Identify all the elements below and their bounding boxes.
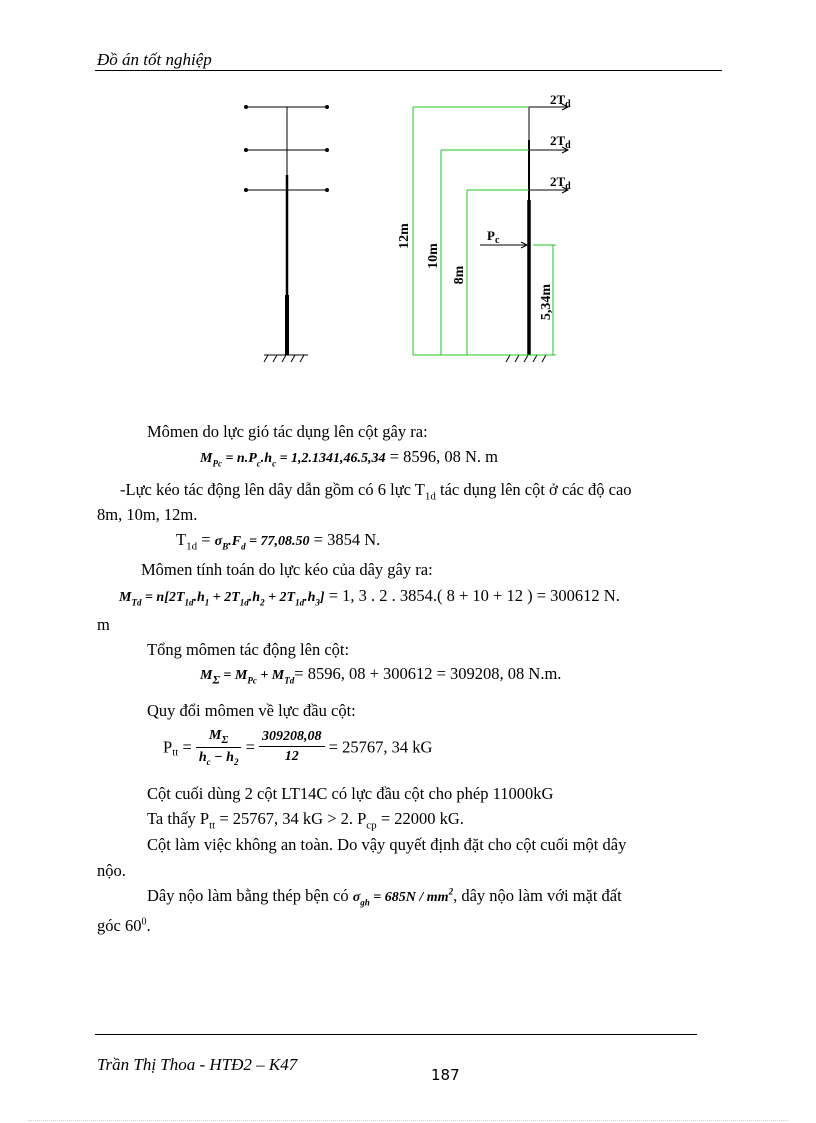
force-label-low: $2T_d$ (550, 174, 571, 192)
paragraph-wind-moment: Mômen do lực gió tác dụng lên cột gây ra: (147, 422, 428, 441)
formula-tension-moment: $M_{Td} = n[2T_{1d}.h_1 + 2T_{1d}.h_2 + 2T_{1d}.h_3] = 1$, 3 . 2 . 3854.( 8 + 10 + 12 ) = 300612 N. (119, 586, 620, 608)
paragraph-compare: Ta thấy $P_{tt} = 25767$, 34 kG > 2. $P_{cp} = 22000$ kG. (147, 809, 464, 832)
page-header-title: Đồ án tốt nghiệp (97, 50, 212, 69)
formula-t1d: $T_{1d} = \sigma_B.F_d = 77,08.50 = 3854$ N. (176, 530, 381, 553)
dim-12m: 12m (397, 223, 412, 249)
paragraph-guy-wire: Dây nộo làm bằng thép bện có $\sigma_{gh} = 685N / mm^2$, dây nộo làm với mặt đất (147, 886, 622, 908)
paragraph-tension-moment: Mômen tính toán do lực kéo của dây gây ra: (141, 560, 433, 579)
dim-534m: 5,34m (539, 283, 554, 321)
dimension-lines (413, 107, 556, 355)
pc-label: $P_c$ (487, 228, 500, 246)
paragraph-heights: 8m, 10m, 12m. (97, 505, 198, 524)
page-number: 187 (431, 1066, 460, 1084)
footer-author: Trần Thị Thoa - HTĐ2 – K47 (97, 1055, 298, 1074)
fraction-numeric: $\frac{309208,08}{12}$ (259, 729, 325, 765)
left-pole (244, 105, 329, 362)
paragraph-unsafe-cont: nộo. (97, 861, 126, 880)
right-pole (480, 92, 571, 362)
force-label-top: $2T_d$ (550, 92, 571, 110)
dim-8m: 8m (452, 265, 467, 285)
paragraph-tension: -Lực kéo tác động lên dây dẫn gồm có 6 lực $T_{1d}$ tác dụng lên cột ở các độ cao (120, 480, 632, 503)
paragraph-last-pole: Cột cuối dùng 2 cột LT14C có lực đầu cột cho phép 11000kG (147, 784, 554, 803)
paragraph-convert: Quy đổi mômen về lực đầu cột: (147, 701, 356, 720)
header-rule (95, 70, 722, 71)
force-label-mid: $2T_d$ (550, 133, 571, 151)
fraction-symbolic: $\frac{M_\Sigma}{h_c - h_2}$ (196, 728, 242, 767)
pole-diagram (240, 90, 580, 370)
paragraph-unsafe: Cột làm việc không an toàn. Do vậy quyết định đặt cho cột cuối một dây (147, 835, 627, 854)
paragraph-total-moment: Tổng mômen tác động lên cột: (147, 640, 350, 659)
formula-wind-moment: $M_{Pc} = n.P_c.h_c = 1,2.1341,46.5,34 = 8596$, 08 N. m (200, 447, 498, 469)
paragraph-angle: góc $60^0$. (97, 916, 151, 935)
footer-rule (95, 1034, 697, 1035)
formula-ptt: $P_{tt}$ = $\frac{M_\Sigma}{h_c - h_2}$ = $\frac{309208,08}{12}$ = 25767, 34 kG (163, 728, 433, 767)
dim-10m: 10m (426, 243, 441, 269)
page-edge-dotted (28, 1120, 788, 1121)
paragraph-unit-m: m (97, 615, 110, 634)
formula-total-moment: $M_\Sigma = M_{Pc} + M_{Td}= 8596$, 08 + 300612 = 309208, 08 N.m. (200, 664, 562, 687)
